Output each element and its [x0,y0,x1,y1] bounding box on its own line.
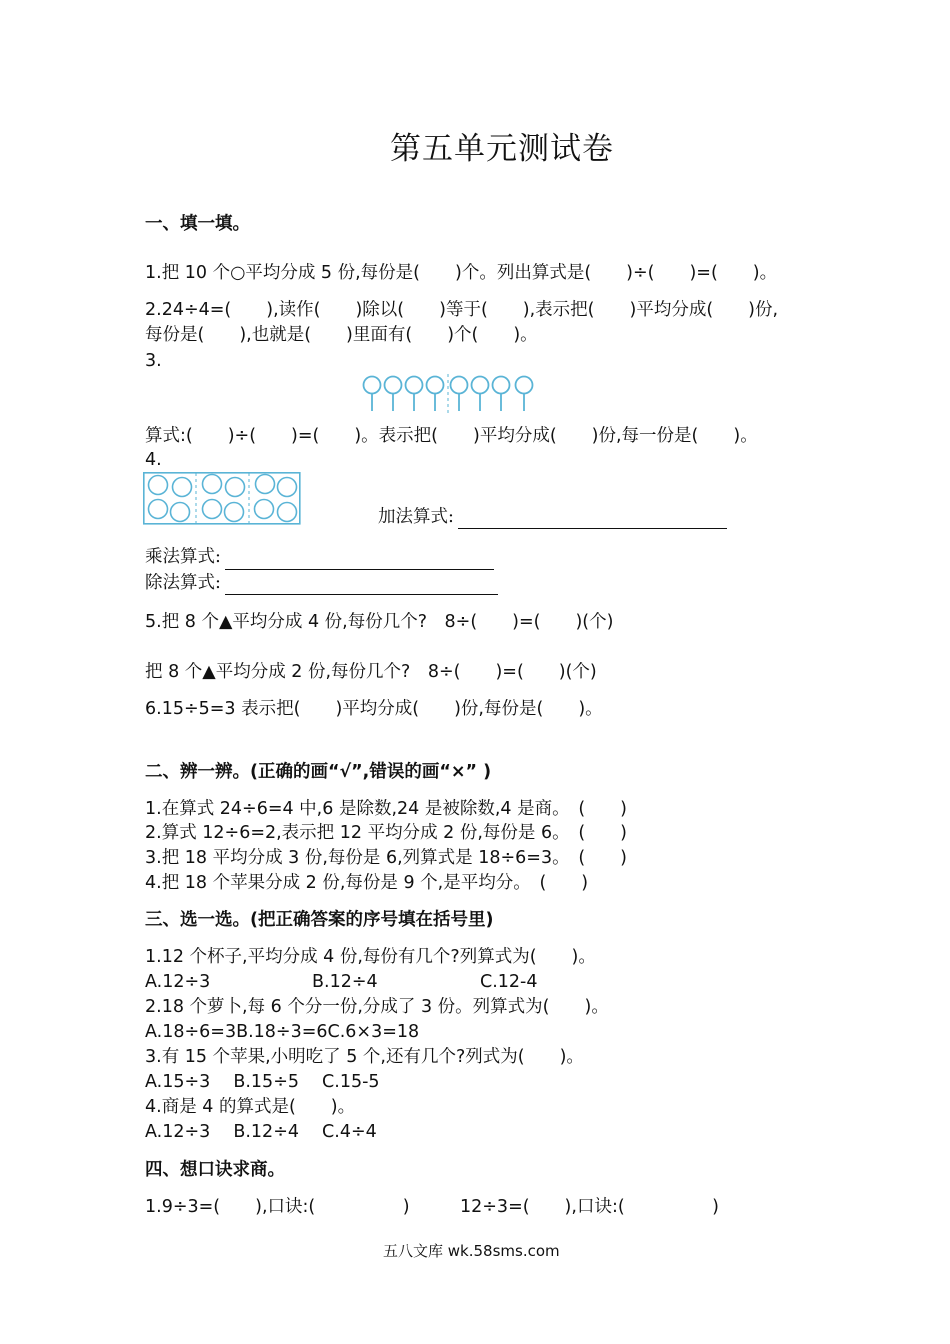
recite-question-1-right: 12÷3=( ),口诀:( ) [460,1197,719,1217]
fill-question-2-line-1: 2.24÷4=( ),读作( )除以( )等于( ),表示把( )平均分成( )份, [145,300,779,320]
page-title: 第五单元测试卷 [390,131,614,167]
circle-icon [171,503,190,522]
circle-icon [225,503,244,522]
fill-question-5-line-1: 5.把 8 个▲平均分成 4 份,每份几个? 8÷( )=( )(个) [145,612,614,632]
footer-watermark: 五八文库 wk.58sms.com [383,1242,560,1260]
circle-icon [203,475,222,494]
circle-icon [203,500,222,519]
choice-question-2-options: A.18÷6=3B.18÷3=6C.6×3=18 [145,1022,420,1042]
circle-icon [226,478,245,497]
judge-item: 4.把 18 个苹果分成 2 份,每份是 9 个,是平均分。 ( ) [145,873,589,893]
choice-question-2: 2.18 个萝卜,每 6 个分一份,分成了 3 份。列算式为( )。 [145,997,609,1017]
addition-formula-label: 加法算式: [378,507,454,527]
fill-question-3-formula: 算式:( )÷( )=( )。表示把( )平均分成( )份,每一份是( )。 [145,426,758,446]
circle-icon [278,503,297,522]
circle-icon [173,478,192,497]
lollipop-icon [364,377,381,412]
lollipop-icon [516,377,533,412]
section-heading-choice: 三、选一选。(把正确答案的序号填在括号里) [145,910,494,930]
fill-question-2-line-2: 每份是( ),也就是( )里面有( )个( )。 [145,325,538,345]
judge-item: 2.算式 12÷6=2,表示把 12 平均分成 2 份,每份是 6。 ( ) [145,823,628,843]
judge-item: 1.在算式 24÷6=4 中,6 是除数,24 是被除数,4 是商。 ( ) [145,799,628,819]
addition-answer-line[interactable] [458,528,727,529]
fill-question-4-label: 4. [145,450,162,470]
multiplication-formula-label: 乘法算式: [145,547,221,567]
choice-question-1-option-b: B.12÷4 [312,972,378,992]
fill-question-1: 1.把 10 个○平均分成 5 份,每份是( )个。列出算式是( )÷( )=( )。 [145,263,778,283]
division-formula-label: 除法算式: [145,573,221,593]
lollipop-icon [427,377,444,412]
circle-icon [278,478,297,497]
circle-icon [149,476,168,495]
multiplication-answer-line[interactable] [225,569,494,570]
circle-icon [256,475,275,494]
division-answer-line[interactable] [225,594,498,595]
choice-question-1: 1.12 个杯子,平均分成 4 份,每份有几个?列算式为( )。 [145,947,596,967]
lollipop-icon [493,377,510,412]
lollipop-icon [385,377,402,412]
lollipop-icon [451,377,468,412]
judge-item: 3.把 18 平均分成 3 份,每份是 6,列算式是 18÷6=3。 ( ) [145,848,628,868]
fill-question-6: 6.15÷5=3 表示把( )平均分成( )份,每份是( )。 [145,699,603,719]
choice-question-3-options: A.15÷3 B.15÷5 C.15-5 [145,1072,380,1092]
section-heading-judge: 二、辨一辨。(正确的画“√”,错误的画“×” ) [145,762,492,782]
recite-question-1-left: 1.9÷3=( ),口诀:( ) [145,1197,410,1217]
choice-question-4-options: A.12÷3 B.12÷4 C.4÷4 [145,1122,377,1142]
fill-question-5-line-2: 把 8 个▲平均分成 2 份,每份几个? 8÷( )=( )(个) [145,662,597,682]
circle-icon [255,500,274,519]
lollipop-icon [406,377,423,412]
choice-question-1-option-c: C.12-4 [480,972,538,992]
lollipop-icon [472,377,489,412]
section-heading-recite: 四、想口诀求商。 [145,1160,285,1180]
choice-question-4: 4.商是 4 的算式是( )。 [145,1097,356,1117]
fill-question-3-label: 3. [145,351,162,371]
circles-box-figure [143,472,301,525]
circle-icon [149,500,168,519]
section-heading-fill: 一、填一填。 [145,214,250,234]
lollipops-figure [360,374,540,414]
choice-question-1-option-a: A.12÷3 [145,972,211,992]
choice-question-3: 3.有 15 个苹果,小明吃了 5 个,还有几个?列式为( )。 [145,1047,584,1067]
